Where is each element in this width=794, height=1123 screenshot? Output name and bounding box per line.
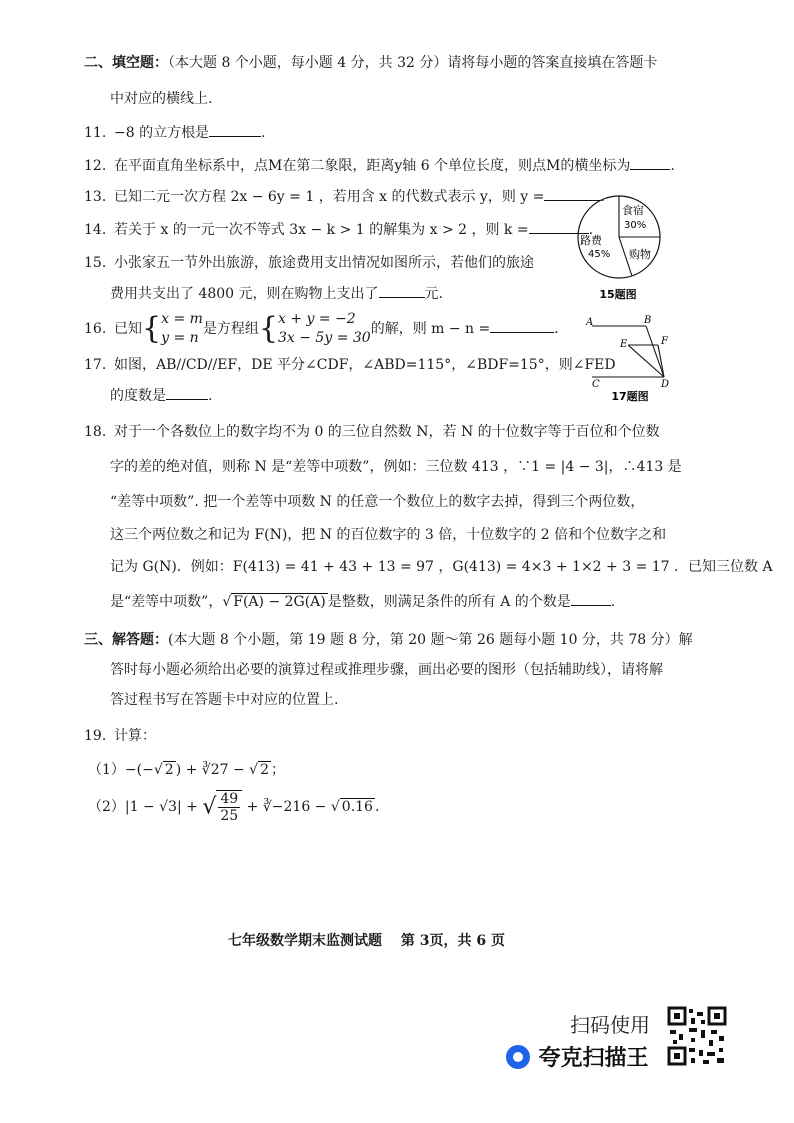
question-number: 15. [84,255,107,271]
page-footer: 七年级数学期末监测试题 第 3页，共 6 页 [228,933,505,949]
section2-header [84,52,657,72]
system-1: x = m y = n [161,311,203,346]
pie-label-lodging: 食宿 [622,204,644,217]
scan-label: 扫码使用 [570,1013,650,1037]
question-number: 14. [84,222,107,238]
question-number: 17. [84,357,107,373]
point-e: E [620,339,628,350]
point-b: B [644,315,652,326]
system-2: x + y = −2 3x − 5y = 30 [278,311,371,346]
question-number: 12. [84,158,107,174]
question-17-line2: 的度数是 . [110,385,212,405]
question-text: 若关于 x 的一元一次不等式 3x − k > 1 的解集为 x > 2 ，则 k = [114,222,529,238]
question-19 [84,725,156,745]
answer-blank [209,122,261,137]
question-11: 11. −8 的立方根是 . [84,122,266,142]
question-18-line: 字的差的绝对值，则称 N 是“差等中项数”，例如：三位数 413 ，∵1 = |4 − 3|，∴413 是 [110,459,682,475]
fraction: $\frac{49}{25}$ [216,790,242,824]
answer-blank [630,155,670,170]
question-18-line: 这三个两位数之和记为 F(N)，把 N 的百位数字的 3 倍，十位数字的 2 倍和个位数字之和 [110,527,667,543]
question-text: 已知二元一次方程 2x − 6y = 1 ，若用含 x 的代数式表示 y，则 y = [114,189,545,205]
question-17 [84,354,616,374]
question-text: 对于一个各数位上的数字均不为 0 的三位自然数 N，若 N 的十位数字等于百位和个位数 [114,424,660,440]
question-18-last-line: 是“差等中项数”，√ F(A) − 2G(A) 是整数，则满足条件的所有 A 的个数是 . [110,591,615,611]
question-16: 16. 已知{ x = m y = n 是方程组{ x + y = −2 3x − 5y = 30 的解，则 m − n = . [84,311,559,346]
question-text: 计算： [114,728,156,744]
brand-logo-icon [506,1045,530,1069]
point-d: D [661,379,670,390]
pie-label-shopping: 购物 [629,248,651,261]
question-14: 14. 若关于 x 的一元一次不等式 3x − k > 1 的解集为 x > 2 ，则 k = . [84,219,593,239]
pie-value-lodging: 30% [624,220,647,231]
section3-header [84,629,693,649]
radical: F(A) − 2G(A) [233,594,326,610]
answer-blank [166,385,208,400]
section2-heading: 二、填空题： [84,55,168,71]
question-15-line2: 费用共支出了 4800 元，则在购物上支出了 元. [110,283,443,303]
answer-blank [379,283,425,298]
pie-caption: 15题图 [599,288,637,301]
question-text: 小张家五一节外出旅游，旅途费用支出情况如图所示，若他们的旅途 [114,255,534,271]
geometry-figure-17 [582,312,682,402]
question-19-part1: （1）−(−√ 2 ) + ∛27 − √ 2 ； [88,762,286,778]
section3-heading: 三、解答题： [84,632,168,648]
question-18-line: “差等中项数”. 把一个差等中项数 N 的任意一个数位上的数字去掉，得到三个两位数， [110,494,645,510]
question-number: 13. [84,189,107,205]
section3-intro: (本大题 8 个小题，第 19 题 8 分，第 20 题～第 26 题每小题 10 分，共 78 分）解 [168,632,693,648]
qr-code-icon [667,1006,727,1066]
section2-intro: （本大题 8 个小题，每小题 4 分，共 32 分）请将每小题的答案直接填在答题卡 [168,55,658,71]
pie-value-travel: 45% [588,249,611,260]
question-18 [84,421,660,441]
question-text: 在平面直角坐标系中，点M在第二象限，距离y轴 6 个单位长度，则点M的横坐标为 [114,158,631,174]
question-text: −8 的立方根是 [114,125,210,141]
question-number: 16. [84,321,107,337]
brand-row [506,1041,648,1072]
brand-name: 夸克扫描王 [538,1046,649,1071]
section2-intro-line2: 中对应的横线上. [110,91,213,107]
section3-line3: 答过程书写在答题卡中对应的位置上. [110,692,339,708]
figure-17-caption: 17题图 [611,390,649,402]
question-13: 13. 已知二元一次方程 2x − 6y = 1 ，若用含 x 的代数式表示 y，则 y = . [84,186,605,206]
question-12: 12. 在平面直角坐标系中，点M在第二象限，距离y轴 6 个单位长度，则点M的横坐标为 . [84,155,675,175]
answer-blank [571,591,611,606]
question-number: 18. [84,424,107,440]
question-18-line: 记为 G(N)．例如：F(413) = 41 + 43 + 13 = 97 ，G(413) = 4×3 + 1×2 + 3 = 17 ．已知三位数 A [110,559,773,575]
pie-label-travel: 路费 [580,234,602,247]
pie-chart [574,192,666,304]
question-number: 11. [84,125,107,141]
point-a: A [586,317,594,328]
point-c: C [592,379,600,390]
question-19-part2: （2）|1 − √3| + √ $\frac{49}{25}$ + ∛−216 − √ 0.16 . [88,791,380,824]
answer-blank [490,318,554,333]
question-text: 如图，AB//CD//EF，DE 平分∠CDF，∠ABD=115°，∠BDF=15°，则∠FED [114,357,616,373]
question-number: 19. [84,728,107,744]
point-f: F [661,336,668,347]
section3-line2: 答时每小题必须给出必要的演算过程或推理步骤，画出必要的图形（包括辅助线），请将解 [110,662,663,678]
question-15 [84,252,534,272]
